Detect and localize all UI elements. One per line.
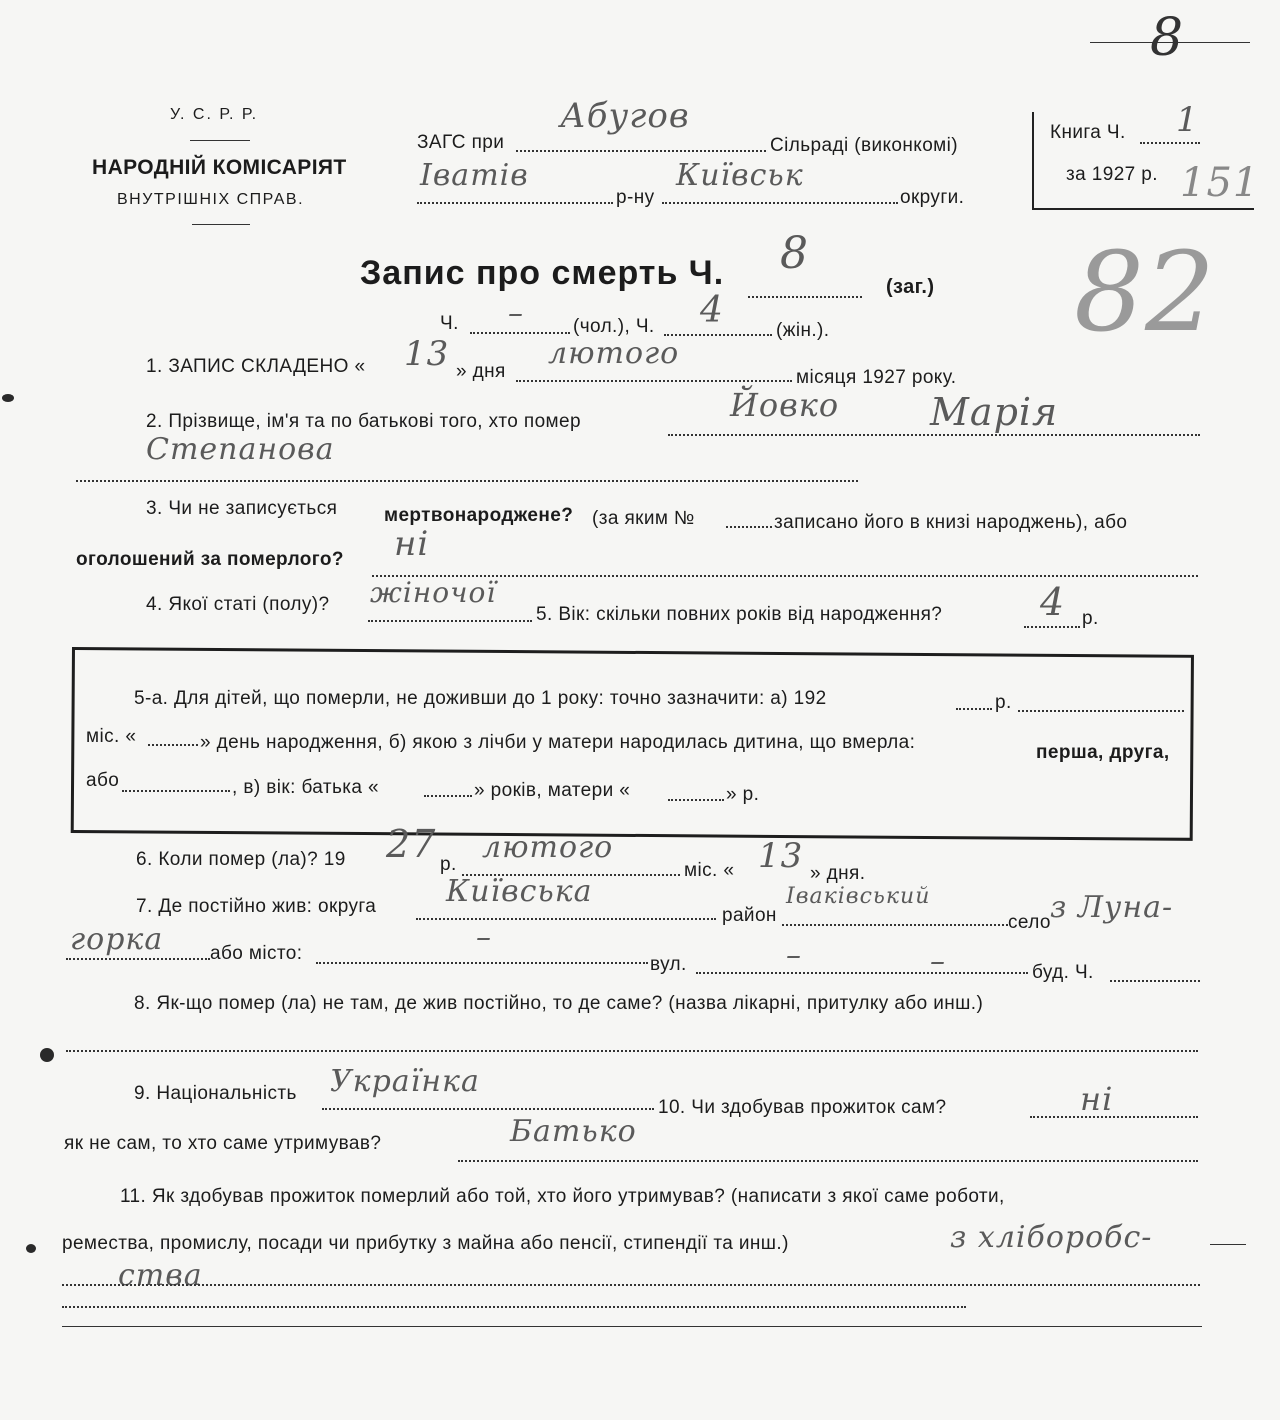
field-11-line-a [62,1284,1200,1286]
field-11-value-continued: ства [118,1258,203,1293]
field-11-dash [1210,1244,1246,1245]
field-7-okruha-line [416,918,716,920]
count-female-label: (жін.). [776,320,830,341]
field-7-bud-line [1110,980,1200,982]
okrug-label: округи. [900,187,965,208]
field-9-label: 9. Національність [134,1083,297,1104]
title-suffix: (заг.) [886,276,935,298]
field-7-vul-line [696,972,1028,974]
book-label: Книга Ч. [1050,122,1126,143]
header-left-rule [190,140,250,141]
field-8-label: 8. Як-що помер (ла) не там, де жив постійно, то де саме? (назва лікарні, притулку або инш.) [134,993,984,1014]
field-7-selo-continued: горка [70,922,164,957]
field-11-line1: 11. Як здобував прожиток померлий або той, хто його утримував? (написати з якої саме роботи, [120,1186,1005,1207]
field-2-surname: Йовко [730,386,840,424]
field-6-r: р. [440,854,457,875]
punch-hole [26,1244,36,1253]
field-5a-line1-end: р. [995,692,1012,713]
field-6-month: лютого [482,830,614,865]
field-7-misto: – [476,920,492,955]
field-3-part-3: (за яким № [592,508,695,529]
field-5a-line2: » день народження, б) якою з лічби у матери народилась дитина, що вмерла: [200,732,916,753]
selrada-label: Сільраді (виконкомі) [770,135,958,156]
field-7-rayon: Іваківський [786,884,931,909]
field-3-part-4: записано його в книзі народжень), або [774,512,1128,533]
field-7-selo-label: село [1008,912,1051,933]
field-6-mis: міс. « [684,860,735,881]
field-3-part-1: 3. Чи не записується [146,498,338,519]
field-5a-father-line [424,795,472,797]
field-2-firstname: Марія [930,390,1059,434]
field-5-label: 5. Вік: скільки повних років від народження? [536,604,943,625]
zags-line [516,150,766,152]
book-year: за 1927 р. [1066,164,1158,185]
zags-prefix: ЗАГС при [417,132,505,153]
district-label: р-ну [616,187,655,208]
field-4-label: 4. Якої статі (полу)? [146,594,330,615]
field-7-vul-label: вул. [650,954,687,975]
field-9-value: Українка [330,1064,480,1099]
book-number-line [1140,142,1200,144]
punch-hole [2,394,14,402]
republic-label: У. С. Р. Р. [170,106,259,123]
field-11-line-c [62,1326,1202,1327]
field-5a-line1: 5-а. Для дітей, що померли, не доживши до 1 року: точно зазначити: а) 192 [134,688,827,709]
count-female-handwritten: 4 [700,290,724,331]
field-6-end: » дня. [810,863,866,884]
field-10-value: ні [1080,1080,1114,1118]
commissariat-label: НАРОДНІЙ КОМІСАРІЯТ [92,156,347,179]
field-2-label: 2. Прізвище, ім'я та по батькові того, хто помер [146,411,581,432]
field-9-line [322,1108,654,1110]
field-7-misto-label: або місто: [210,943,303,964]
field-5a-line3-start: або [86,770,120,791]
title-number-line [748,296,862,298]
field-5a-year-line [956,708,992,710]
field-7-okruha: Київська [446,874,593,909]
field-5a-day-line [148,744,198,746]
count-male-line [470,332,570,334]
field-5a-year-tail [1018,710,1184,712]
field-5-value: 4 [1040,580,1066,624]
field-3-stillborn: мертвонароджене? [384,505,574,526]
field-5a-father: , в) вік: батька « [232,777,379,798]
count-label: Ч. [440,313,459,334]
field-7-label: 7. Де постійно жив: округа [136,896,377,917]
field-10-line2-value: Батько [510,1114,637,1149]
field-7-rayon-line [782,924,1008,926]
field-5-unit: р. [1082,608,1099,629]
okrug-line [662,202,898,204]
okrug-handwritten: Київськ [676,158,804,193]
field-4-line [368,620,532,622]
margin-note: 82 [1074,228,1216,356]
field-6-label: 6. Коли помер (ла)? 19 [136,849,346,870]
field-2-line-2 [76,480,858,482]
field-10-line2-dots [458,1160,1198,1162]
field-10-line [1030,1116,1198,1118]
count-male-label: (чол.), Ч. [573,316,655,337]
field-5a-mother-line [668,799,724,801]
field-5a-line2-start: міс. « [86,726,137,747]
field-10-label: 10. Чи здобував прожиток сам? [658,1097,947,1118]
field-5-line [1024,626,1080,628]
district-handwritten: Іватів [420,158,529,193]
punch-hole [40,1048,54,1062]
field-7-selo: з Луна- [1050,890,1174,925]
record-number-handwritten: 8 [780,228,809,279]
field-11-value: з хліборобс- [950,1220,1153,1255]
district-line [417,202,613,204]
field-1-label: 1. ЗАПИС СКЛАДЕНО « [146,356,366,377]
field-3-answer: ні [394,524,430,564]
field-11-line2: ремества, промислу, посади чи прибутку з майна або пенсії, стипендії та инш.) [62,1233,789,1254]
field-8-line [66,1050,1198,1052]
count-male-handwritten: – [508,296,524,331]
field-10-line2: як не сам, то хто саме утримував? [64,1133,382,1154]
field-5a-end: » р. [726,784,760,805]
field-7-bud: – [930,944,946,979]
field-5a-mother: » років, матери « [474,780,631,801]
field-5a-or-line [122,790,230,792]
field-1-month-line [516,380,792,382]
department-label: ВНУТРІШНІХ СПРАВ. [117,191,305,208]
margin-note: 151 [1180,160,1260,206]
zags-handwritten: Абугов [560,96,690,136]
field-2-patronymic: Степанова [146,432,335,467]
field-7-vul: – [786,938,802,973]
field-6-year: 27 [386,822,437,866]
field-1-month: лютого [548,336,680,371]
field-7-selo-line [66,958,210,960]
field-5a-order: перша, друга, [1036,742,1170,763]
book-number-handwritten: 1 [1176,100,1199,140]
field-1-day: 13 [404,334,450,374]
field-6-day: 13 [758,836,804,876]
field-7-bud-label: буд. Ч. [1032,962,1094,983]
field-2-line [668,434,1200,436]
field-7-rayon-label: район [722,905,777,926]
field-11-line-b [62,1306,966,1308]
field-7-misto-line [316,962,648,964]
header-left-rule [192,224,250,225]
field-4-value: жіночої [370,576,497,609]
count-female-line [664,334,772,336]
form-title: Запис про смерть Ч. [360,254,725,292]
corner-rule [1090,42,1250,43]
field-1-end: місяця 1927 року. [796,367,957,388]
field-3-declared-dead: оголошений за померлого? [76,549,344,570]
field-3-number-line [726,526,772,528]
field-1-mid: » дня [456,361,506,382]
corner-page-number: 8 [1150,8,1185,68]
